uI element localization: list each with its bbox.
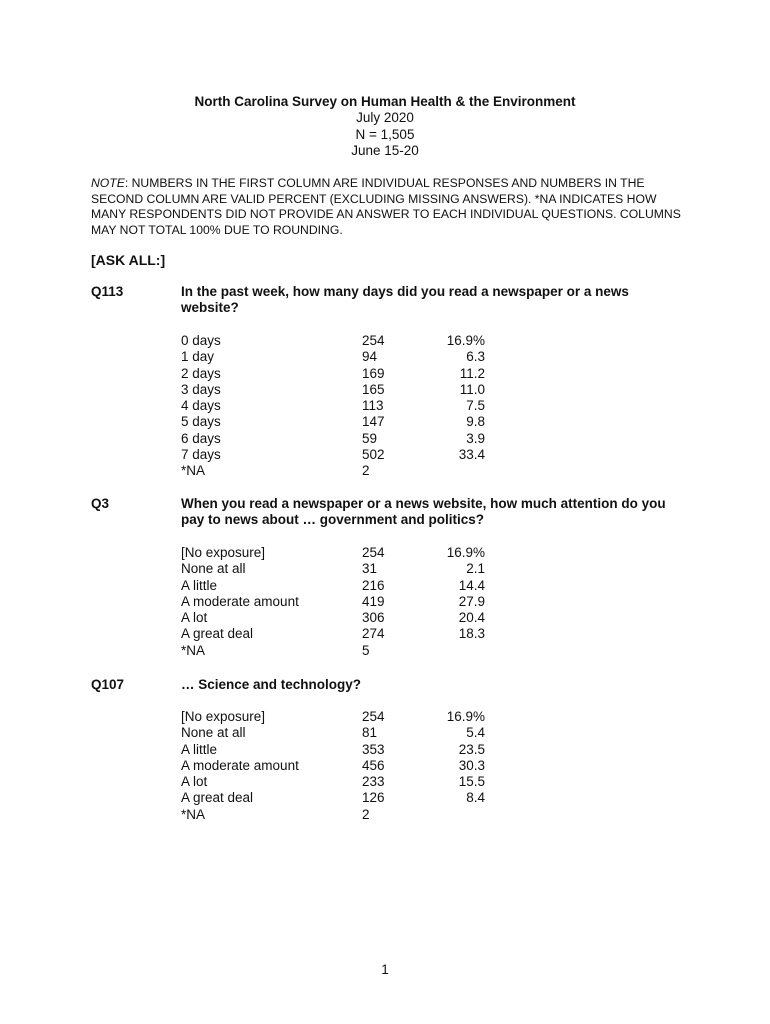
response-row: [181, 382, 501, 398]
response-row: [181, 463, 501, 479]
response-row: [181, 807, 501, 823]
question-text: In the past week, how many days did you read a newspaper or a news website?: [181, 284, 629, 316]
response-label: [No exposure]: [181, 545, 266, 560]
response-label: None at all: [181, 725, 246, 741]
response-count: 31: [362, 561, 378, 577]
response-label: *NA: [181, 463, 206, 479]
response-percent: 18.3: [458, 626, 485, 642]
question-text: … Science and technology?: [181, 677, 362, 692]
response-count: 306: [362, 610, 385, 626]
response-label: 4 days: [181, 398, 221, 414]
response-percent: 16.9%: [446, 333, 485, 348]
response-label: A moderate amount: [181, 593, 299, 609]
response-percent: 3.9: [466, 430, 485, 446]
response-percent: 5.4: [466, 725, 485, 741]
response-label: 5 days: [181, 414, 221, 430]
response-count: 165: [362, 381, 385, 397]
response-row: [181, 561, 501, 577]
response-row: [181, 610, 501, 626]
response-row: [181, 594, 501, 610]
response-percent: 6.3: [466, 349, 485, 365]
response-label: A lot: [181, 610, 208, 626]
response-table: [181, 709, 501, 823]
response-percent: 2.1: [466, 561, 485, 577]
response-percent: 11.0: [459, 381, 485, 397]
ask-all-instruction: [ASK ALL:]: [91, 252, 166, 268]
survey-date: July 2020: [356, 110, 414, 126]
response-count: 419: [362, 593, 385, 609]
response-count: 147: [362, 414, 385, 430]
response-label: None at all: [181, 561, 246, 577]
response-table: [181, 333, 501, 480]
response-count: 233: [362, 774, 385, 790]
response-count: 216: [362, 577, 385, 593]
response-row: [181, 742, 501, 758]
response-percent: 7.5: [466, 398, 485, 414]
response-label: 6 days: [181, 430, 221, 446]
response-count: 353: [362, 741, 385, 757]
response-count: 274: [362, 626, 385, 642]
document-title: North Carolina Survey on Human Health & the Environment: [194, 94, 576, 109]
response-row: [181, 349, 501, 365]
response-row: [181, 790, 501, 806]
response-count: 169: [362, 365, 385, 381]
question-text: When you read a newspaper or a news website, how much attention do you pay to news about … government and politics?: [181, 496, 666, 528]
response-count: 2: [362, 806, 370, 822]
page-number: 1: [381, 962, 389, 977]
response-row: [181, 626, 501, 642]
response-label: A great deal: [181, 626, 254, 642]
response-row: [181, 431, 501, 447]
response-count: 94: [362, 349, 378, 365]
response-label: *NA: [181, 642, 206, 658]
response-percent: 16.9%: [446, 709, 485, 724]
response-label: A little: [181, 741, 218, 757]
response-percent: 8.4: [466, 790, 485, 806]
response-count: 126: [362, 790, 385, 806]
response-label: *NA: [181, 806, 206, 822]
response-count: 502: [362, 447, 385, 463]
question-id: Q113: [91, 284, 124, 299]
response-label: [No exposure]: [181, 709, 266, 724]
sample-size: N = 1,505: [355, 126, 415, 142]
response-row: [181, 774, 501, 790]
response-count: 2: [362, 463, 370, 479]
response-row: [181, 414, 501, 430]
response-percent: 11.2: [459, 365, 485, 381]
response-label: 1 day: [181, 349, 215, 365]
response-count: 456: [362, 757, 385, 773]
response-percent: 9.8: [466, 414, 485, 430]
response-label: A lot: [181, 774, 208, 790]
note-label: NOTE: [91, 176, 125, 190]
response-row: [181, 398, 501, 414]
response-row: [181, 578, 501, 594]
response-count: 5: [362, 642, 370, 658]
response-label: 2 days: [181, 365, 221, 381]
response-count: 59: [362, 430, 378, 446]
response-table: [181, 545, 501, 659]
response-count: 254: [362, 709, 385, 724]
response-label: 7 days: [181, 447, 221, 463]
response-row: [181, 333, 501, 349]
question-id: Q107: [91, 677, 125, 692]
response-row: [181, 758, 501, 774]
document-header: [0, 94, 770, 159]
field-dates: June 15-20: [351, 142, 419, 158]
response-count: 81: [362, 725, 378, 741]
response-label: A moderate amount: [181, 757, 299, 773]
response-label: A great deal: [181, 790, 254, 806]
question-id: Q3: [91, 496, 110, 511]
response-count: 113: [362, 398, 384, 414]
response-percent: 16.9%: [446, 545, 485, 560]
response-percent: 30.3: [458, 757, 485, 773]
response-percent: 23.5: [458, 741, 485, 757]
response-row: [181, 545, 501, 561]
response-row: [181, 643, 501, 659]
response-percent: 33.4: [458, 447, 485, 463]
response-percent: 15.5: [458, 774, 485, 790]
response-row: [181, 366, 501, 382]
note-text: : NUMBERS IN THE FIRST COLUMN ARE INDIVIDUAL RESPONSES AND NUMBERS IN THE SECOND COLUMN ARE VALID PERCENT (EXCLUDING MISSING ANSWERS). *NA INDICATES HOW MANY RESPONDENTS DID NOT PROVIDE AN ANSWER TO EACH INDIVIDUAL QUESTIONS. COLUMNS MAY NOT TOTAL 100% DUE TO ROUNDING.: [91, 176, 681, 237]
response-percent: 20.4: [458, 610, 485, 626]
response-label: 0 days: [181, 333, 221, 348]
response-percent: 14.4: [458, 577, 485, 593]
response-row: [181, 725, 501, 741]
methodology-note: [91, 176, 691, 238]
response-row: [181, 447, 501, 463]
response-count: 254: [362, 333, 385, 348]
response-percent: 27.9: [458, 593, 485, 609]
response-label: 3 days: [181, 381, 221, 397]
response-row: [181, 709, 501, 725]
response-label: A little: [181, 577, 218, 593]
response-count: 254: [362, 545, 385, 560]
